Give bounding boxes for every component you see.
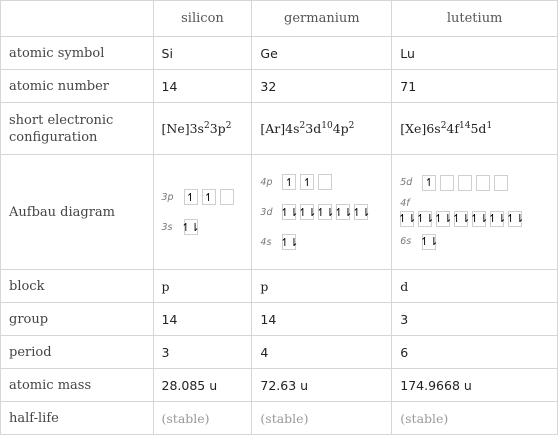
- config-orbital: 5d: [470, 121, 487, 136]
- cell-lutetium: (stable): [392, 402, 558, 435]
- orbital-row: [260, 232, 383, 252]
- orbital-box: ↿⇂: [416, 212, 435, 225]
- orbital-row: [260, 172, 383, 192]
- orbital-box: ↿: [422, 175, 436, 191]
- orbital-label: 4s: [260, 236, 272, 248]
- row-label: Aufbau diagram: [1, 155, 154, 270]
- orbital-row: [400, 232, 549, 252]
- config-core: [Xe]: [400, 121, 427, 136]
- orbital-box: ↿⇂: [280, 235, 299, 249]
- row-label: atomic mass: [1, 369, 154, 402]
- config-orbital: 4s: [285, 121, 300, 136]
- orbital-box: [318, 174, 332, 190]
- orbital-label: 3p: [161, 191, 174, 203]
- row-atomic-mass: [1, 369, 558, 402]
- config-exp: 2: [348, 120, 355, 131]
- orbital-row: [260, 202, 383, 222]
- orbital-box: ↿⇂: [298, 205, 317, 219]
- row-atomic-symbol: [1, 37, 558, 70]
- row-group: [1, 303, 558, 336]
- config-exp: 14: [459, 120, 471, 131]
- config-exp: 1: [486, 120, 493, 131]
- orbital-box: ↿⇂: [181, 220, 200, 234]
- aufbau-lutetium: [392, 155, 558, 270]
- cell-silicon: 3: [153, 336, 252, 369]
- cell-germanium: 4: [252, 336, 392, 369]
- row-aufbau: [1, 155, 558, 270]
- config-exp: 2: [440, 120, 447, 131]
- cell-germanium: 32: [252, 70, 392, 103]
- row-block: [1, 270, 558, 303]
- cell-silicon: Si: [153, 37, 252, 70]
- config-orbital: 4p: [332, 121, 349, 136]
- cell-silicon: p: [153, 270, 252, 303]
- orbital-row: [400, 198, 549, 227]
- cell-silicon: 14: [153, 303, 252, 336]
- row-label: atomic symbol: [1, 37, 154, 70]
- row-label: group: [1, 303, 154, 336]
- row-label: half-life: [1, 402, 154, 435]
- cell-germanium: 72.63 u: [252, 369, 392, 402]
- config-exp: 2: [203, 120, 210, 131]
- config-exp: 2: [299, 120, 306, 131]
- config-orbital: 3d: [305, 121, 322, 136]
- cell-germanium: (stable): [252, 402, 392, 435]
- config-core: [Ar]: [260, 121, 286, 136]
- cell-germanium: Ge: [252, 37, 392, 70]
- orbital-box: ↿⇂: [434, 212, 453, 225]
- orbital-label: 3d: [260, 206, 273, 218]
- row-label: atomic number: [1, 70, 154, 103]
- orbital-label: 6s: [400, 236, 412, 247]
- row-label: short electronic configuration: [1, 103, 154, 155]
- orbital-box: ↿⇂: [506, 212, 525, 225]
- orbital-box: ↿⇂: [316, 205, 335, 219]
- orbital-box: ↿: [202, 189, 216, 205]
- config-exp: 10: [321, 120, 333, 131]
- orbital-box: [220, 189, 234, 205]
- orbital-row: [400, 173, 549, 193]
- orbital-box: ↿⇂: [280, 205, 299, 219]
- orbital-box: [476, 175, 490, 191]
- header-row: [1, 1, 558, 37]
- cell-silicon: 28.085 u: [153, 369, 252, 402]
- column-header-lutetium: lutetium: [392, 1, 558, 37]
- orbital-box: ↿⇂: [352, 205, 371, 219]
- config-lutetium: [392, 103, 558, 155]
- aufbau-diagram: [162, 182, 244, 242]
- aufbau-diagram: [260, 167, 383, 257]
- aufbau-germanium: [252, 155, 392, 270]
- config-orbital: 3p: [209, 121, 226, 136]
- orbital-box: [494, 175, 508, 191]
- row-half-life: [1, 402, 558, 435]
- orbital-box: [458, 175, 472, 191]
- aufbau-silicon: [153, 155, 252, 270]
- config-exp: 2: [225, 120, 232, 131]
- orbital-box: ↿⇂: [398, 212, 417, 225]
- orbital-box: ↿: [282, 174, 296, 190]
- orbital-label: 5d: [400, 177, 413, 188]
- orbital-box: ↿: [300, 174, 314, 190]
- orbital-box: ↿⇂: [334, 205, 353, 219]
- column-header-germanium: germanium: [252, 1, 392, 37]
- header-blank: [1, 1, 154, 37]
- config-core: [Ne]: [161, 121, 190, 136]
- cell-lutetium: Lu: [392, 37, 558, 70]
- config-orbital: 6s: [426, 121, 441, 136]
- cell-silicon: (stable): [153, 402, 252, 435]
- orbital-box: ↿⇂: [452, 212, 471, 225]
- orbital-label: 4f: [400, 197, 410, 209]
- aufbau-diagram: [400, 168, 549, 257]
- cell-lutetium: 71: [392, 70, 558, 103]
- orbital-row: [162, 187, 244, 207]
- orbital-box: ↿: [184, 189, 198, 205]
- cell-lutetium: 174.9668 u: [392, 369, 558, 402]
- row-short-config: [1, 103, 558, 155]
- orbital-box: [440, 175, 454, 191]
- orbital-box: ↿⇂: [470, 212, 489, 225]
- cell-lutetium: 6: [392, 336, 558, 369]
- cell-germanium: p: [252, 270, 392, 303]
- row-atomic-number: [1, 70, 558, 103]
- orbital-label: 4p: [260, 176, 273, 188]
- row-period: [1, 336, 558, 369]
- cell-germanium: 14: [252, 303, 392, 336]
- config-orbital: 4f: [446, 121, 460, 136]
- cell-lutetium: 3: [392, 303, 558, 336]
- row-label: period: [1, 336, 154, 369]
- cell-lutetium: d: [392, 270, 558, 303]
- orbital-label: 3s: [161, 221, 173, 233]
- cell-silicon: 14: [153, 70, 252, 103]
- row-label: block: [1, 270, 154, 303]
- orbital-box: ↿⇂: [488, 212, 507, 225]
- orbital-row: [162, 217, 244, 237]
- config-silicon: [153, 103, 252, 155]
- column-header-silicon: silicon: [153, 1, 252, 37]
- config-orbital: 3s: [189, 121, 204, 136]
- config-germanium: [252, 103, 392, 155]
- orbital-box: ↿⇂: [420, 235, 439, 248]
